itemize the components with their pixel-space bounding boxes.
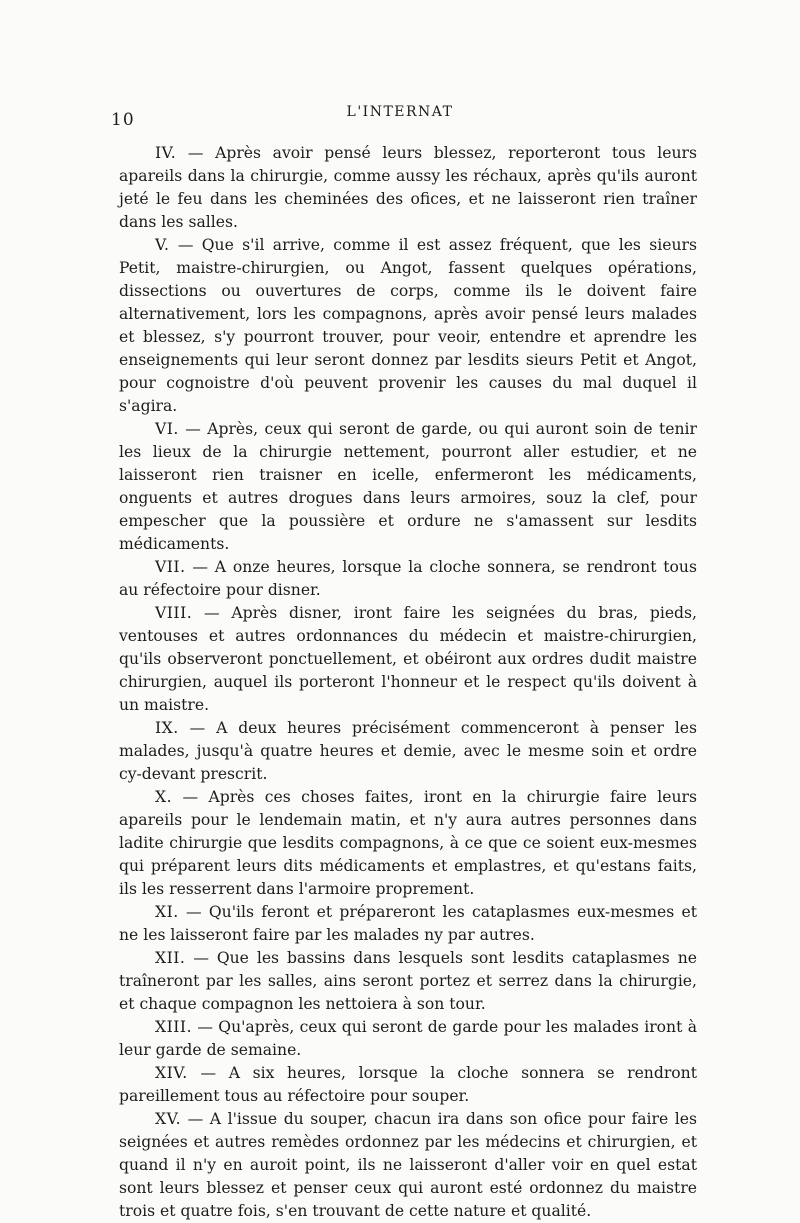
article-number: XIII. (155, 1018, 193, 1036)
article-text: — Après ces choses faites, iront en la chirurgie faire leurs apareils pour le lendemain matin, et n'y aura autres personnes dans ladite chirurgie que lesdits compagnons, à ce que ce soient eux-mesmes qui préparent leurs dits médicaments et emplastres, et qu'estans faits, ils les resserrent dans l'armoire proprement. (119, 788, 697, 898)
article-text: — A deux heures précisément commenceront à penser les malades, jusqu'à quatre heures et demie, avec le mesme soin et ordre cy-devant prescrit. (119, 719, 698, 783)
article-number: XIV. (155, 1064, 188, 1082)
article-viii (119, 602, 697, 717)
article-number: VI. (155, 420, 179, 438)
article-text: — A onze heures, lorsque la cloche sonnera, se rendront tous au réfectoire pour disner. (119, 558, 697, 599)
article-text: — A l'issue du souper, chacun ira dans son ofice pour faire les seignées et autres remèdes ordonnez par les médecins et chirurgien, et quand il n'y en auroit point, ils ne laisseront d'aller voir en quel estat sont leurs blessez et penser ceux qui auront esté ordonnez du maistre trois et quatre fois, s'en trouvant de cette nature et qualité. (119, 1110, 697, 1220)
article-text: — Après avoir pensé leurs blessez, reporteront tous leurs apareils dans la chirurgie, comme aussy les réchaux, après qu'ils auront jeté le feu dans les cheminées des ofices, et ne laisseront rien traîner dans les salles. (119, 144, 697, 231)
article-ix (119, 717, 697, 786)
article-text: — Qu'après, ceux qui seront de garde pour les malades iront à leur garde de semaine. (119, 1018, 697, 1059)
article-text: — Que les bassins dans lesquels sont lesdits cataplasmes ne traîneront par les salles, ains seront portez et serrez dans la chirurgie, et chaque compagnon les nettoiera à son tour. (119, 949, 697, 1013)
article-number: VIII. (155, 604, 193, 622)
article-number: IX. (155, 719, 179, 737)
article-number: X. (155, 788, 173, 806)
article-xv (119, 1108, 697, 1223)
article-number: XV. (155, 1110, 182, 1128)
article-number: XI. (155, 903, 179, 921)
article-xiv (119, 1062, 697, 1108)
article-vi (119, 418, 697, 556)
article-text: — Qu'ils feront et prépareront les cataplasmes eux-mesmes et ne les laisseront faire par les malades ny par autres. (119, 903, 697, 944)
article-text: — Que s'il arrive, comme il est assez fréquent, que les sieurs Petit, maistre-chirurgien, ou Angot, fassent quelques opérations, dissections ou ouvertures de corps, comme ils le doivent faire alternativement, lors les compagnons, après avoir pensé leurs malades et blessez, s'y pourront trouver, pour veoir, entendre et aprendre les enseignements qui leur seront donnez par lesdits sieurs Petit et Angot, pour cognoistre d'où peuvent provenir les causes du mal duquel il s'agira. (119, 236, 697, 415)
article-text: — Après disner, iront faire les seignées du bras, pieds, ventouses et autres ordonnances du médecin et maistre-chirurgien, qu'ils observeront ponctuellement, et obéiront aux ordres dudit maistre chirurgien, auquel ils porteront l'honneur et le respect qu'ils doivent à un maistre. (119, 604, 697, 714)
article-iv (119, 142, 697, 234)
article-number: VII. (155, 558, 186, 576)
article-text: — A six heures, lorsque la cloche sonnera se rendront pareillement tous au réfectoire pour souper. (119, 1064, 697, 1105)
article-number: XII. (155, 949, 186, 967)
article-xi (119, 901, 697, 947)
article-xii (119, 947, 697, 1016)
article-text: — Après, ceux qui seront de garde, ou qui auront soin de tenir les lieux de la chirurgie nettement, pourront aller estudier, et ne laisseront rien traisner en icelle, enfermeront les médicaments, onguents et autres drogues dans leurs armoires, souz la clef, pour empescher que la poussière et ordure ne s'amassent sur lesdits médicaments. (119, 420, 697, 553)
article-list (119, 142, 697, 1223)
article-number: V. (155, 236, 170, 254)
running-head: L'INTERNAT (346, 104, 454, 120)
article-xiii (119, 1016, 697, 1062)
article-x (119, 786, 697, 901)
page-number: 10 (111, 110, 135, 130)
article-number: IV. (155, 144, 177, 162)
article-vii (119, 556, 697, 602)
article-v (119, 234, 697, 418)
